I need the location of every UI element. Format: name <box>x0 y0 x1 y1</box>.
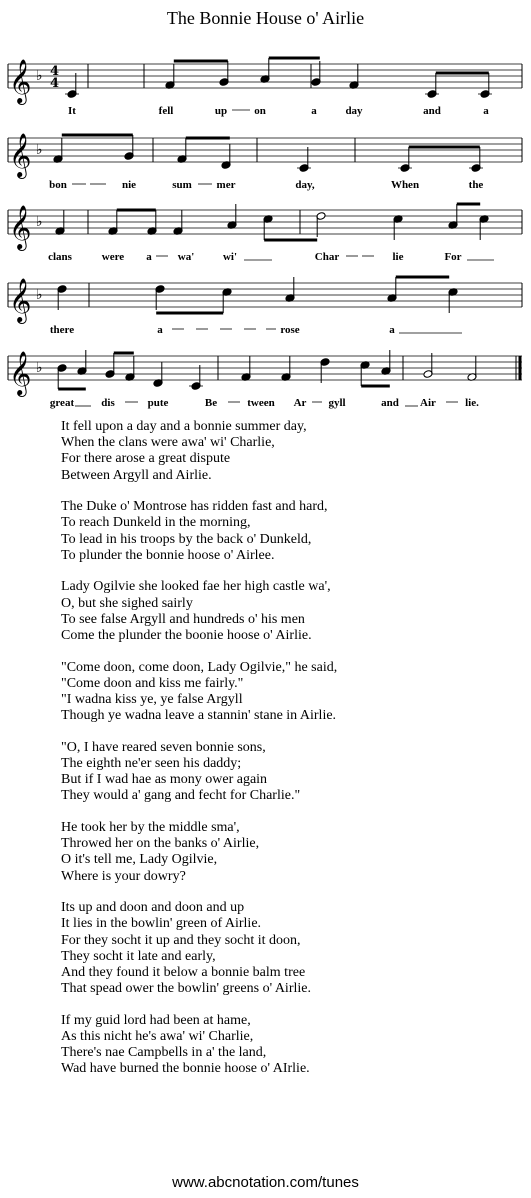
verse-stanza <box>61 579 501 644</box>
lyric-syllable: a <box>146 251 152 263</box>
verse-stanza <box>61 419 501 484</box>
flat-key-signature-icon: ♭ <box>36 287 43 303</box>
verse-line: For they socht it up and they socht it doon, <box>61 932 301 948</box>
verse-line: To see false Argyll and hundreds o' his men <box>61 611 305 627</box>
verse-line: Lady Ogilvie she looked fae her high castle wa', <box>61 579 331 595</box>
verse-stanza <box>61 499 501 564</box>
lyric-syllable: When <box>390 179 420 191</box>
lyric-syllable: day <box>345 105 363 117</box>
note <box>398 147 412 172</box>
verse-line: That spead ower the bowlin' greens o' Airlie. <box>61 981 311 997</box>
lyric-syllable: day, <box>295 179 315 191</box>
verse-line: For there arose a great dispute <box>61 451 231 467</box>
lyric-syllable: fell <box>158 105 174 117</box>
note <box>189 365 203 390</box>
verse-stanza <box>61 820 501 885</box>
verse-line: Wad have burned the bonnie hoose o' AIrlie. <box>61 1061 310 1077</box>
note <box>57 364 67 389</box>
note <box>53 138 63 163</box>
note <box>177 138 187 163</box>
verse-line: But if I wad hae as mony ower again <box>61 772 268 788</box>
note <box>469 147 483 172</box>
verse-stanza <box>61 740 501 805</box>
lyric-syllable: bon <box>49 179 67 191</box>
note <box>316 212 326 237</box>
verse-line: To reach Dunkeld in the morning, <box>61 515 251 531</box>
staff-4 <box>8 278 522 324</box>
tune-title: The Bonnie House o' Airlie <box>166 8 365 28</box>
note <box>57 285 67 310</box>
note <box>147 210 157 235</box>
verse-line: And they found it below a bonnie balm tree <box>61 965 306 981</box>
verse-line: "Come doon and kiss me fairly." <box>61 675 244 691</box>
note <box>448 204 458 229</box>
verse-line: There's nae Campbells in a' the land, <box>61 1045 267 1061</box>
lyric-syllable: a <box>483 105 489 117</box>
verse-stanza <box>61 900 501 997</box>
verse-line: They would a' gang and fecht for Charlie." <box>61 788 301 804</box>
treble-clef-icon: 𝄞 <box>9 133 32 177</box>
note <box>281 356 291 381</box>
sheet-music <box>0 0 531 420</box>
note <box>349 64 359 89</box>
time-signature-bottom: 4 <box>50 76 60 91</box>
note <box>467 356 477 381</box>
verse-line: "Come doon, come doon, Lady Ogilvie," he said, <box>61 659 338 675</box>
note <box>108 210 118 235</box>
verse-line: The eighth ne'er seen his daddy; <box>61 756 242 772</box>
note <box>311 61 321 86</box>
note <box>55 210 65 235</box>
lyric-syllable: up <box>214 105 228 117</box>
note <box>173 210 183 235</box>
lyric-syllable: mer <box>216 179 236 191</box>
verse-stanza <box>61 660 501 725</box>
note <box>241 356 251 381</box>
verse-line: Between Argyll and Airlie. <box>61 467 212 483</box>
note <box>263 215 273 240</box>
note <box>425 73 439 98</box>
note <box>77 350 87 375</box>
lyric-syllable: a <box>157 324 163 336</box>
verse-line: As this nicht he's awa' wi' Charlie, <box>61 1029 254 1045</box>
time-signature-top: 4 <box>50 64 60 79</box>
lyric-syllable: Be <box>204 397 218 409</box>
lyric-syllable: pute <box>147 397 169 409</box>
lyrics <box>48 105 494 409</box>
verse-line: "I wadna kiss ye, ye false Argyll <box>61 692 243 708</box>
lyric-syllable: were <box>101 251 125 263</box>
note <box>387 277 397 302</box>
note <box>285 277 295 302</box>
note <box>423 353 433 378</box>
verse-line: Though ye wadna leave a stannin' stane in Airlie. <box>61 708 337 724</box>
note <box>320 358 330 383</box>
lyric-syllable: nie <box>121 179 137 191</box>
note <box>165 64 175 89</box>
lyric-syllable: wi' <box>222 251 238 263</box>
lyric-syllable: gyll <box>328 397 346 409</box>
note <box>479 215 489 240</box>
verse-line: Where is your dowry? <box>61 868 186 884</box>
lyric-syllable: dis <box>101 397 115 409</box>
lyric-syllable: Char <box>314 251 340 263</box>
note <box>227 204 237 229</box>
verses-text <box>61 419 501 1093</box>
lyric-syllable: rose <box>280 324 300 336</box>
note <box>360 361 370 386</box>
flat-key-signature-icon: ♭ <box>36 142 43 158</box>
verse-line: It lies in the bowlin' green of Airlie. <box>61 916 262 932</box>
treble-clef-icon: 𝄞 <box>9 351 32 395</box>
lyric-syllable: lie. <box>465 397 479 409</box>
note <box>297 147 311 172</box>
lyric-syllable: a <box>311 105 317 117</box>
verse-line: They socht it late and early, <box>61 948 216 964</box>
verse-stanza <box>61 1013 501 1078</box>
verse-line: To plunder the bonnie hoose o' Airlee. <box>61 547 275 563</box>
lyric-syllable: on <box>254 105 266 117</box>
lyric-syllable: and <box>423 105 441 117</box>
treble-clef-icon: 𝄞 <box>9 205 32 249</box>
note <box>222 288 232 313</box>
lyric-syllable: wa' <box>177 251 195 263</box>
flat-key-signature-icon: ♭ <box>36 360 43 376</box>
note <box>260 58 270 83</box>
note <box>219 61 229 86</box>
lyric-syllable: sum <box>172 179 192 191</box>
note <box>381 350 391 375</box>
lyric-syllable: a <box>389 324 395 336</box>
lyric-syllable: lie <box>392 251 404 263</box>
note <box>393 215 403 240</box>
note <box>448 288 458 313</box>
treble-clef-icon: 𝄞 <box>9 59 32 103</box>
verse-line: The Duke o' Montrose has ridden fast and hard, <box>61 499 328 515</box>
lyric-syllable: great <box>49 397 75 409</box>
verse-line: To lead in his troops by the back o' Dunkeld, <box>61 531 312 547</box>
treble-clef-icon: 𝄞 <box>9 278 32 322</box>
note <box>125 356 135 381</box>
verse-line: "O, I have reared seven bonnie sons, <box>61 739 266 755</box>
lyric-syllable: Air <box>420 397 436 409</box>
verse-line: It fell upon a day and a bonnie summer day, <box>61 419 307 434</box>
verse-line: If my guid lord had been at hame, <box>61 1012 251 1028</box>
verse-line: Throwed her on the banks o' Airlie, <box>61 836 260 852</box>
note <box>153 362 163 387</box>
lyric-syllable: the <box>468 179 484 191</box>
note <box>155 285 165 310</box>
note <box>221 144 231 169</box>
lyric-syllable: and <box>381 397 399 409</box>
lyric-syllable: tween <box>247 397 275 409</box>
flat-key-signature-icon: ♭ <box>36 214 43 230</box>
flat-key-signature-icon: ♭ <box>36 68 43 84</box>
verse-line: He took her by the middle sma', <box>61 820 240 836</box>
note <box>124 135 134 160</box>
lyric-syllable: clans <box>48 251 72 263</box>
note <box>65 73 79 98</box>
note <box>478 73 492 98</box>
staff-3 <box>8 205 522 251</box>
verse-line: When the clans were awa' wi' Charlie, <box>61 435 275 451</box>
lyric-syllable: For <box>444 251 462 263</box>
note <box>105 353 115 378</box>
verse-line: Come the plunder the boonie hoose o' Airlie. <box>61 628 312 644</box>
lyric-syllable: Ar <box>293 397 307 409</box>
lyric-syllable: there <box>49 324 75 336</box>
footer-url[interactable]: www.abcnotation.com/tunes <box>172 1174 359 1191</box>
verse-line: Its up and doon and doon and up <box>61 900 245 916</box>
lyric-syllable: It <box>68 105 76 117</box>
staff-2 <box>8 133 522 179</box>
verse-line: O, but she sighed sairly <box>61 595 193 611</box>
verse-line: O it's tell me, Lady Ogilvie, <box>61 852 218 868</box>
